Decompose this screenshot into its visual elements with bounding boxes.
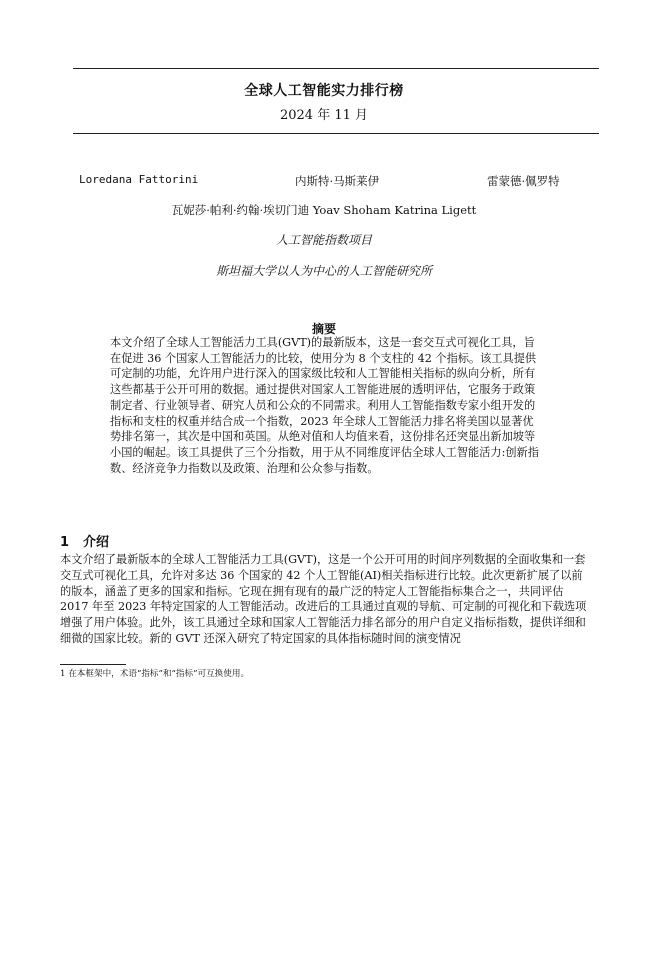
author-1: Loredana Fattorini [79, 173, 199, 186]
top-rule [73, 68, 599, 69]
paper-date: 2024 年 11 月 [279, 108, 369, 123]
paper-title: 全球人工智能实力排行榜 [244, 83, 404, 99]
section-title: 介绍 [83, 535, 110, 550]
affiliation-project: 人工智能指数项目 [275, 233, 372, 247]
author-3: 雷蒙德·佩罗特 [487, 174, 560, 188]
abstract-body: 本文介绍了全球人工智能活力工具(GVT)的最新版本，这是一套交互式可视化工具，旨在促进 36 个国家人工智能活力的比较，使用分为 8 个支柱的 42 个指标。该工具提供可定制的功能，允许用户进行深入的国家级比较和人工智能相关指标的纵向分析，所有这些都基于公开可用的数据。通过提供对国家人工智能进展的透明评估，它服务于政策制定者、行业领导者、研究人员和公众的不同需求。利用人工智能指数专家小组开发的指标和支柱的权重并结合成一个指数，2023 年全球人工智能活力排名将美国以显著优势排名第一，其次是中国和英国。从绝对值和人均值来看，这份排名还突显出新加坡等小国的崛起。该工具提供了三个分指数，用于从不同维度评估全球人工智能活力:创新指数、经济竞争力指数以及政策、治理和公众参与指数。 [110, 336, 539, 475]
affiliation-institute: 斯坦福大学以人为中心的人工智能研究所 [215, 264, 432, 278]
abstract-title: 摘要 [311, 322, 336, 336]
author-2: 内斯特·马斯莱伊 [295, 174, 380, 188]
section-heading [60, 531, 109, 550]
section-body: 本文介绍了最新版本的全球人工智能活力工具(GVT)，这是一个公开可用的时间序列数据的全面收集和一套交互式可视化工具，允许对多达 36 个国家的 42 个人工智能(AI)相关指标进行比较。此次更新扩展了以前的版本，涵盖了更多的国家和指标。它现在拥有现有的最广泛的特定人工智能指标集合之一，共同评估 2017 年至 2023 年特定国家的人工智能活动。改进后的工具通过直观的导航、可定制的可视化和下载选项增强了用户体验。此外，该工具通过全球和国家人工智能活力排名部分的用户自定义指标指数，提供详细和细微的国家比较。新的 GVT 还深入研究了特定国家的具体指标随时间的演变情况 [60, 553, 587, 645]
footnote: 1 在本框架中，术语“指标”和“指标”可互换使用。 [60, 669, 250, 679]
authors-line-2: 瓦妮莎·帕利·约翰·埃切门迪 Yoav Shoham Katrina Ligett [171, 203, 477, 217]
section-number: 1 [60, 535, 70, 550]
footnote-rule [60, 664, 126, 665]
bottom-rule [73, 133, 599, 134]
